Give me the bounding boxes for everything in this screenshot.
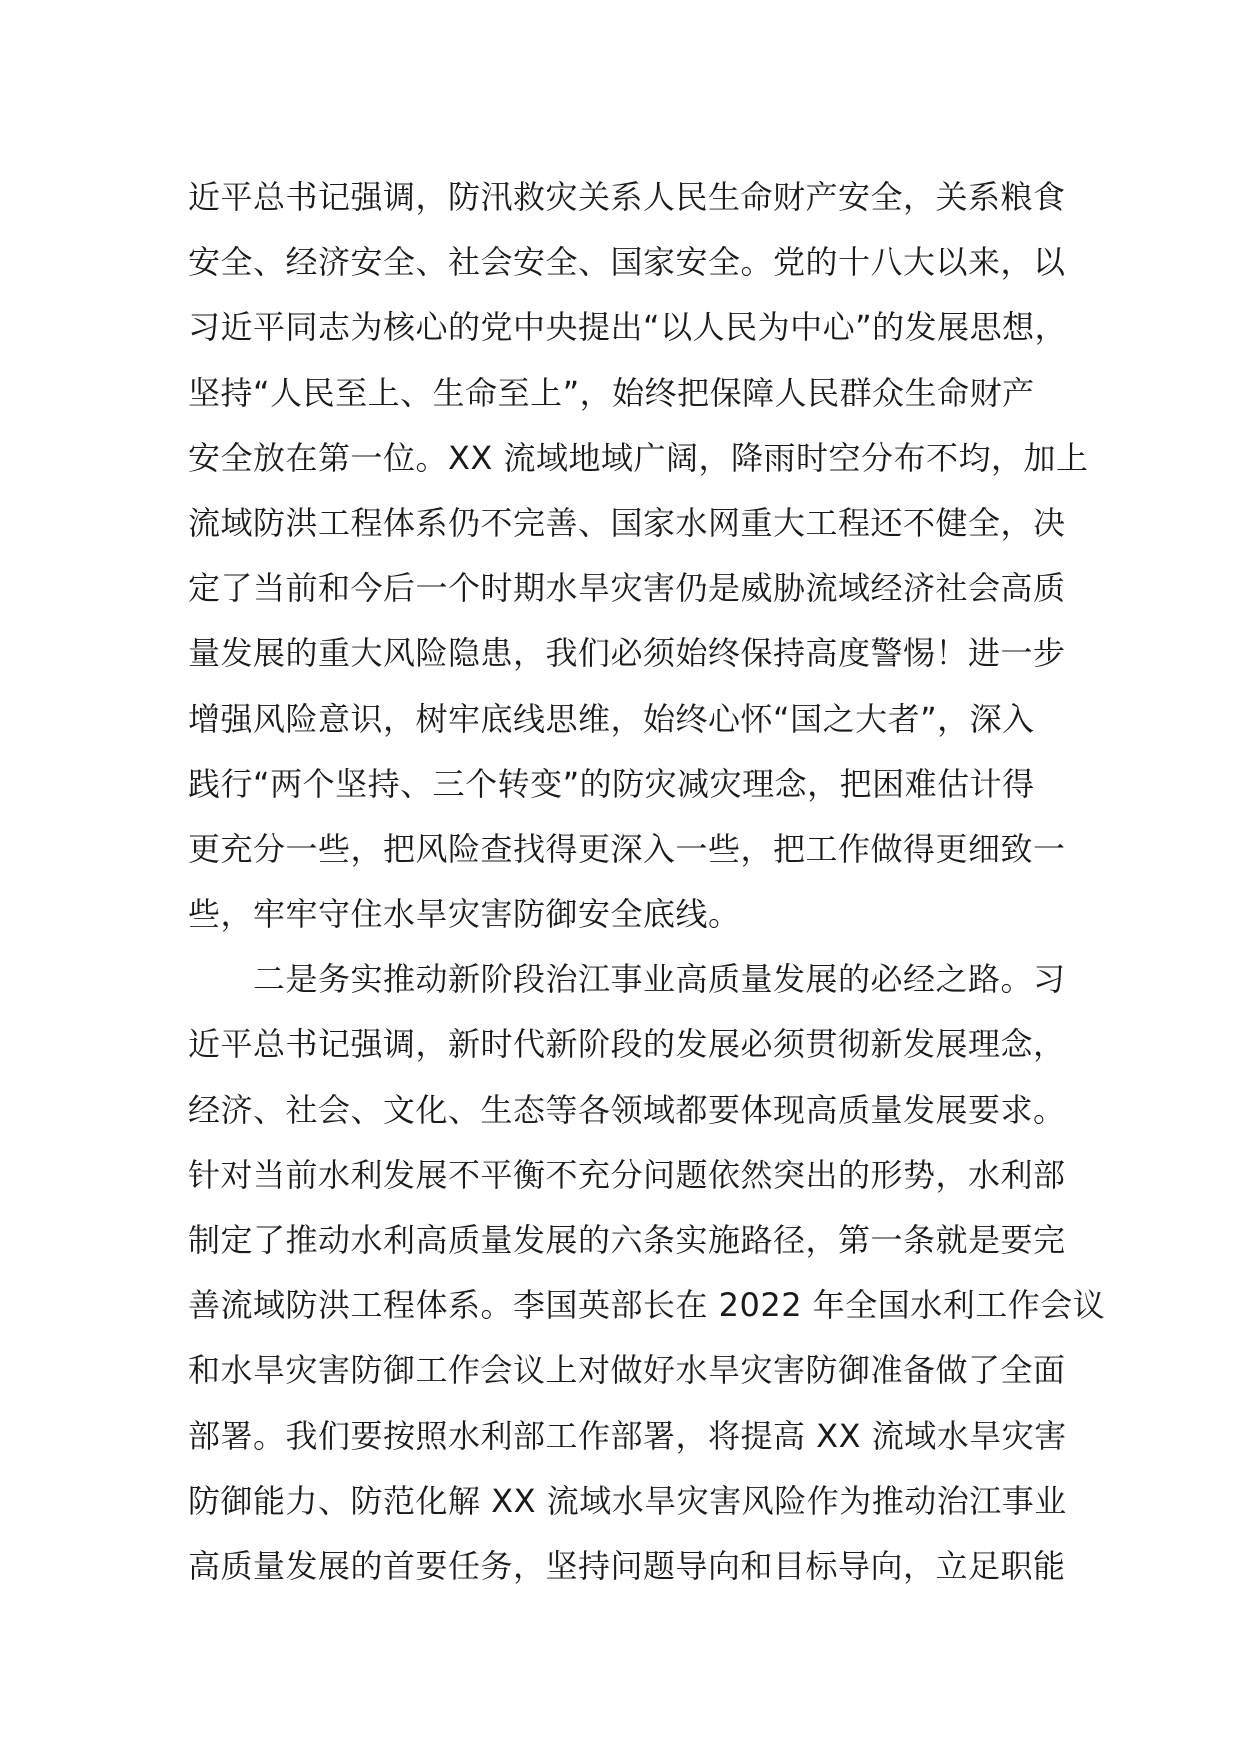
text-line: 经济、社会、文化、生态等各领域都要体现高质量发展要求。 <box>188 1090 1066 1129</box>
paragraph-start-line: 二是务实推动新阶段治江事业高质量发展的必经之路。习 <box>188 960 1066 999</box>
text-line: 近平总书记强调，新时代新阶段的发展必须贯彻新发展理念， <box>188 1025 1066 1064</box>
text-line: 量发展的重大风险隐患，我们必须始终保持高度警惕！进一步 <box>188 634 1066 673</box>
body-text <box>188 165 1106 1599</box>
text-line: 防御能力、防范化解 XX 流域水旱灾害风险作为推动治江事业 <box>188 1481 1067 1520</box>
text-line: 善流域防洪工程体系。李国英部长在 2022 年全国水利工作会议 <box>188 1286 1106 1325</box>
text-line: 制定了推动水利高质量发展的六条实施路径，第一条就是要完 <box>188 1221 1066 1259</box>
text-line: 流域防洪工程体系仍不完善、国家水网重大工程还不健全，决 <box>188 503 1066 542</box>
text-line: 安全、经济安全、社会安全、国家安全。党的十八大以来，以 <box>188 243 1066 282</box>
text-line: 针对当前水利发展不平衡不充分问题依然突出的形势，水利部 <box>188 1155 1066 1194</box>
text-line: 和水旱灾害防御工作会议上对做好水旱灾害防御准备做了全面 <box>188 1351 1066 1390</box>
text-line: 近平总书记强调，防汛救灾关系人民生命财产安全，关系粮食 <box>188 178 1066 216</box>
text-line: 增强风险意识，树牢底线思维，始终心怀“国之大者”，深入 <box>188 699 1035 738</box>
text-line: 高质量发展的首要任务，坚持问题导向和目标导向，立足职能 <box>188 1546 1066 1585</box>
text-line: 坚持“人民至上、生命至上”，始终把保障人民群众生命财产 <box>188 373 1035 412</box>
text-line: 部署。我们要按照水利部工作部署，将提高 XX 流域水旱灾害 <box>188 1416 1067 1455</box>
text-line: 更充分一些，把风险查找得更深入一些，把工作做得更细致一 <box>188 829 1066 868</box>
text-line: 践行“两个坚持、三个转变”的防灾减灾理念，把困难估计得 <box>188 764 1035 803</box>
text-line: 定了当前和今后一个时期水旱灾害仍是威胁流域经济社会高质 <box>188 569 1066 608</box>
text-line: 些，牢牢守住水旱灾害防御安全底线。 <box>188 895 741 934</box>
text-line: 安全放在第一位。XX 流域地域广阔，降雨时空分布不均，加上 <box>188 438 1089 477</box>
text-line: 习近平同志为核心的党中央提出“以人民为中心”的发展思想， <box>188 308 1068 347</box>
